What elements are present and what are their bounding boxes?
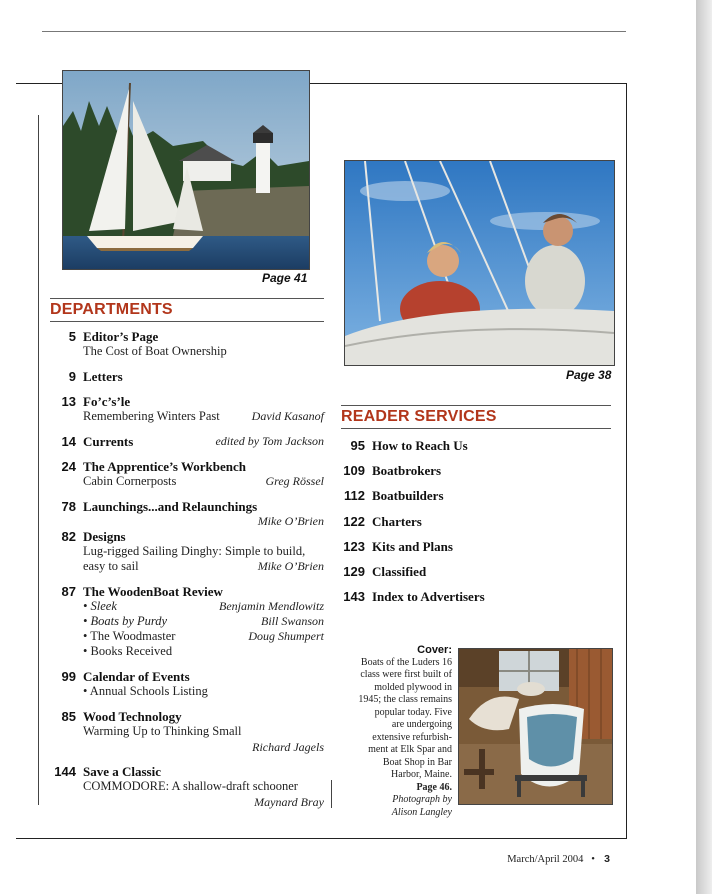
issue-date: March/April 2004: [507, 854, 584, 865]
entry-page-number: 5: [68, 329, 76, 344]
entry-page-number: 13: [61, 394, 76, 409]
top-rule: [42, 31, 626, 32]
cover-caption: [340, 644, 452, 819]
entry-page-number: 87: [61, 584, 76, 599]
dept-entry-launchings[interactable]: [50, 499, 324, 531]
entry-author: Mike O’Brien: [257, 559, 324, 573]
rs-item-boatbuilders[interactable]: [341, 488, 611, 506]
rs-item-boatbrokers[interactable]: [341, 463, 611, 481]
page-footer: [507, 853, 610, 865]
reader-services-bottom-rule: [341, 428, 611, 429]
entry-page-number: 24: [61, 459, 76, 474]
review-item-books-received: • Books Received: [83, 644, 173, 658]
rs-item-how-to-reach-us[interactable]: [341, 438, 611, 456]
dept-entry-letters[interactable]: [50, 369, 324, 387]
entry-subtitle: The Cost of Boat Ownership: [83, 344, 227, 358]
left-column-rule: [38, 115, 39, 805]
frame-right-rule: [626, 83, 627, 839]
review-item-boats-by-purdy: • Boats by Purdy: [83, 614, 168, 628]
cover-line: are undergoing: [391, 719, 452, 730]
bottom-rule: [16, 838, 627, 839]
rs-item-kits-and-plans[interactable]: [341, 539, 611, 557]
entry-title: Currents: [83, 434, 134, 449]
footer-bullet: •: [591, 854, 595, 865]
rs-title: Charters: [372, 514, 422, 529]
entry-author: Mike O’Brien: [257, 514, 324, 528]
entry-title: Calendar of Events: [83, 669, 190, 684]
dept-entry-currents[interactable]: [50, 434, 324, 452]
rs-title: Classified: [372, 564, 427, 579]
cover-line: ment at Elk Spar and: [368, 744, 452, 755]
rs-page-number: 112: [344, 488, 365, 503]
page-number: 3: [604, 853, 610, 865]
rs-item-charters[interactable]: [341, 514, 611, 532]
cover-line: class were first built of: [360, 669, 452, 680]
rs-page-number: 109: [343, 463, 365, 478]
departments-top-rule: [50, 298, 324, 299]
cover-line: popular today. Five: [374, 706, 452, 718]
cover-label: Cover:: [417, 644, 452, 656]
cover-line: Harbor, Maine.: [391, 769, 452, 780]
cover-photo-credit: Photograph by: [392, 794, 452, 805]
entry-author: Greg Rössel: [265, 474, 324, 488]
rs-title: Boatbrokers: [372, 463, 442, 478]
departments-bottom-rule: [50, 321, 324, 322]
photo1-page-caption: Page 41: [262, 271, 308, 285]
entry-title: Fo’c’s’le: [83, 394, 131, 409]
review-author: Bill Swanson: [260, 614, 324, 628]
entry-author: Maynard Bray: [254, 795, 324, 809]
entry-subtitle: Warming Up to Thinking Small: [83, 724, 242, 738]
entry-author: Richard Jagels: [252, 740, 324, 754]
review-author: Benjamin Mendlowitz: [219, 599, 324, 613]
entry-author: David Kasanof: [251, 409, 324, 423]
entry-subtitle: Lug-rigged Sailing Dinghy: Simple to build,: [83, 544, 306, 558]
frame-top-right-rule: [308, 83, 626, 84]
dept-entry-calendar-of-events[interactable]: [50, 669, 324, 701]
boat-shop-cover-photo: [458, 648, 613, 805]
frame-top-left-rule: [16, 83, 62, 84]
cover-page-reference: Page 46.: [416, 781, 452, 793]
photo2-page-caption: Page 38: [566, 368, 612, 382]
entry-title: Editor’s Page: [83, 329, 159, 344]
entry-subtitle: COMMODORE: A shallow-draft schooner: [83, 779, 298, 793]
cover-line: Boat Shop in Bar: [382, 756, 452, 768]
entry-page-number: 85: [61, 709, 76, 724]
rs-page-number: 143: [343, 589, 365, 604]
center-column-rule: [331, 780, 332, 808]
sailors-on-deck-photo: [344, 160, 615, 366]
review-item-sleek: • Sleek: [83, 599, 117, 613]
dept-entry-designs[interactable]: [50, 529, 324, 575]
entry-page-number: 144: [54, 764, 76, 779]
entry-title: Letters: [83, 369, 123, 384]
cover-line: 1945; the class remains: [358, 694, 452, 705]
page-edge-shadow: [696, 0, 712, 894]
entry-title: Designs: [83, 529, 126, 544]
entry-page-number: 82: [61, 529, 76, 544]
entry-page-number: 78: [61, 499, 76, 514]
entry-page-number: 9: [68, 369, 76, 384]
rs-item-classified[interactable]: [341, 564, 611, 582]
rs-page-number: 122: [343, 514, 365, 529]
cover-line: molded plywood in: [374, 681, 452, 693]
dept-entry-woodenboat-review[interactable]: [50, 584, 324, 660]
dept-entry-save-a-classic[interactable]: [50, 764, 324, 810]
sailors-on-deck-illustration: [345, 161, 614, 365]
rs-title: Index to Advertisers: [372, 589, 485, 604]
boat-shop-illustration: [459, 649, 612, 804]
entry-title: Save a Classic: [83, 764, 161, 779]
rs-title: Kits and Plans: [372, 539, 453, 554]
rs-title: How to Reach Us: [372, 438, 468, 453]
dept-entry-focsle[interactable]: [50, 394, 324, 426]
entry-subtitle: Cabin Cornerposts: [83, 474, 177, 488]
cover-line: extensive refurbish-: [372, 731, 452, 743]
dept-entry-apprentices-workbench[interactable]: [50, 459, 324, 491]
review-author: Doug Shumpert: [248, 629, 324, 643]
rs-page-number: 129: [343, 564, 365, 579]
reader-services-heading: READER SERVICES: [341, 408, 497, 425]
entry-title: Launchings...and Relaunchings: [83, 499, 258, 514]
dept-entry-editors-page[interactable]: [50, 329, 324, 361]
sailboat-lighthouse-photo: [62, 70, 310, 270]
sailboat-lighthouse-illustration: [63, 71, 309, 269]
cover-photographer: Alison Langley: [391, 806, 452, 818]
entry-author: edited by Tom Jackson: [215, 434, 324, 448]
rs-item-index-to-advertisers[interactable]: [341, 589, 611, 607]
rs-page-number: 95: [350, 438, 365, 453]
cover-line: Boats of the Luders 16: [360, 656, 452, 668]
departments-heading: DEPARTMENTS: [50, 301, 173, 318]
reader-services-top-rule: [341, 405, 611, 406]
rs-page-number: 123: [343, 539, 365, 554]
rs-title: Boatbuilders: [372, 488, 444, 503]
entry-title: Wood Technology: [83, 709, 182, 724]
entry-title: The WoodenBoat Review: [83, 584, 223, 599]
review-item-woodmaster: • The Woodmaster: [83, 629, 176, 643]
entry-subtitle-continued: easy to sail: [83, 559, 139, 573]
entry-title: The Apprentice’s Workbench: [83, 459, 247, 474]
dept-entry-wood-technology[interactable]: [50, 709, 324, 755]
entry-page-number: 14: [61, 434, 76, 449]
entry-subtitle: Remembering Winters Past: [83, 409, 220, 423]
entry-subtitle: • Annual Schools Listing: [83, 684, 208, 698]
entry-page-number: 99: [61, 669, 76, 684]
